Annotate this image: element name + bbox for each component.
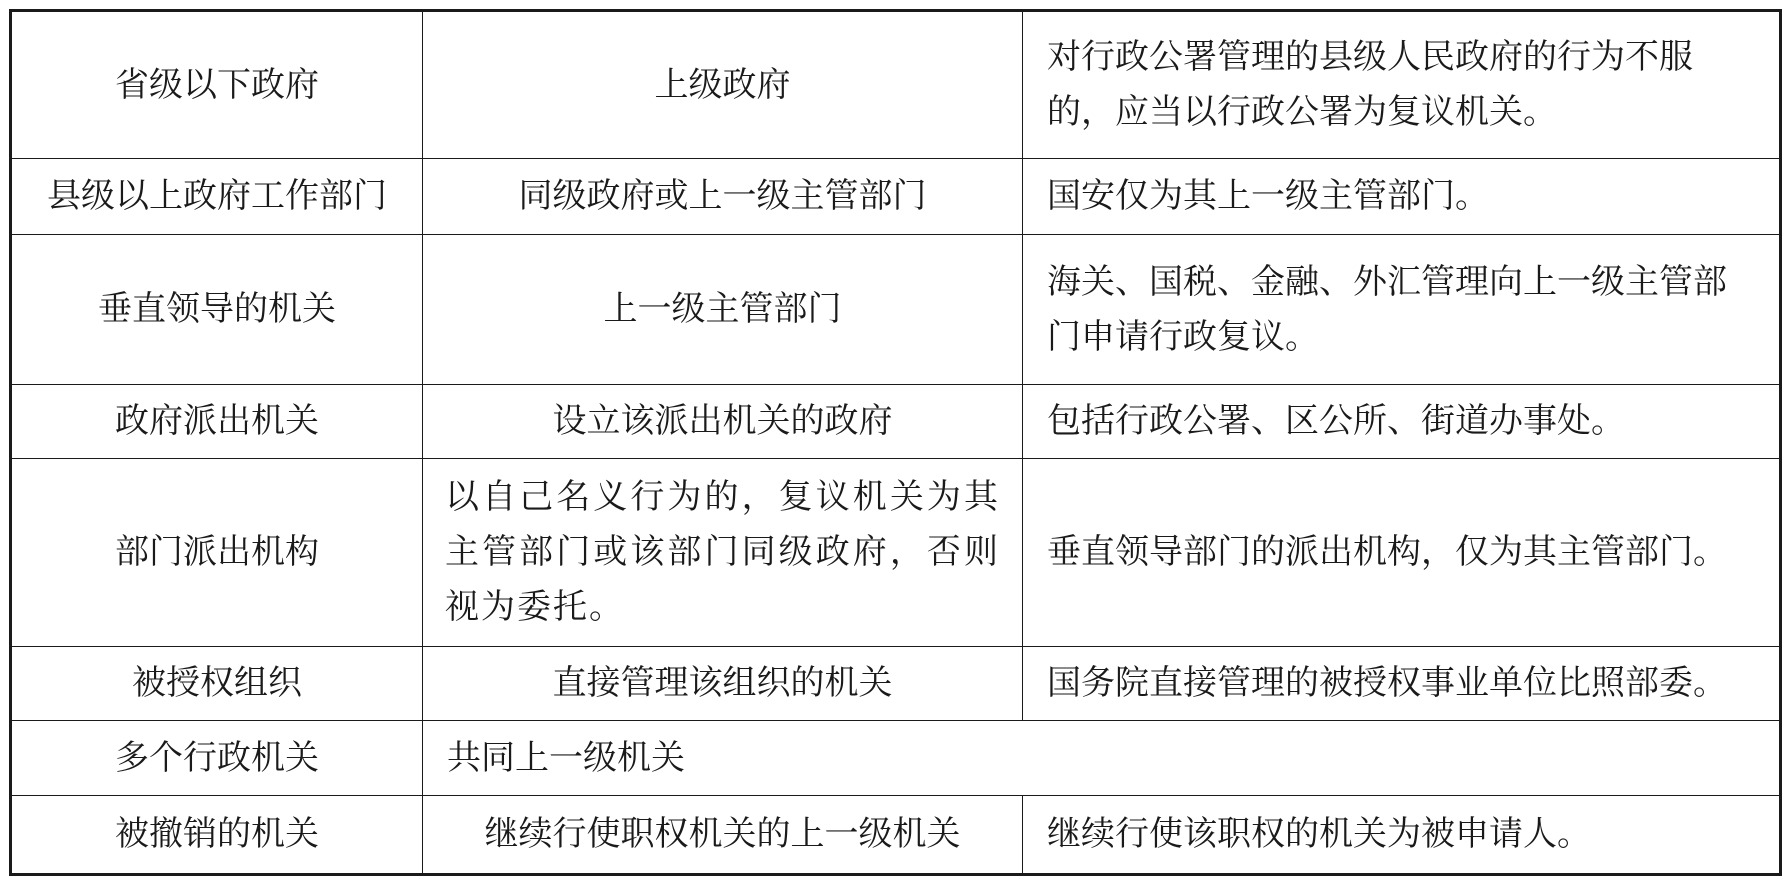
authority-cell: 以自己名义行为的，复议机关为其主管部门或该部门同级政府，否则视为委托。 [423, 459, 1023, 647]
subject-cell: 多个行政机关 [11, 721, 423, 796]
note-cell: 海关、国税、金融、外汇管理向上一级主管部门申请行政复议。 [1023, 235, 1781, 385]
subject-cell: 被授权组织 [11, 647, 423, 721]
subject-cell: 省级以下政府 [11, 11, 423, 159]
table-row [11, 647, 1781, 721]
authority-cell: 设立该派出机关的政府 [423, 385, 1023, 459]
table-row [11, 11, 1781, 159]
note-cell: 继续行使该职权的机关为被申请人。 [1023, 796, 1781, 875]
authority-cell: 上级政府 [423, 11, 1023, 159]
table-row [11, 459, 1781, 647]
table-row [11, 235, 1781, 385]
subject-cell: 部门派出机构 [11, 459, 423, 647]
authority-cell: 直接管理该组织的机关 [423, 647, 1023, 721]
subject-cell: 县级以上政府工作部门 [11, 159, 423, 235]
subject-cell: 政府派出机关 [11, 385, 423, 459]
subject-cell: 垂直领导的机关 [11, 235, 423, 385]
review-authority-table [9, 9, 1782, 876]
note-cell: 包括行政公署、区公所、街道办事处。 [1023, 385, 1781, 459]
authority-cell: 共同上一级机关 [423, 721, 1781, 796]
review-authority-table-container [9, 9, 1779, 873]
table-row [11, 159, 1781, 235]
authority-cell: 继续行使职权机关的上一级机关 [423, 796, 1023, 875]
note-cell: 国务院直接管理的被授权事业单位比照部委。 [1023, 647, 1781, 721]
authority-cell: 上一级主管部门 [423, 235, 1023, 385]
table-row [11, 385, 1781, 459]
note-cell: 国安仅为其上一级主管部门。 [1023, 159, 1781, 235]
note-cell: 对行政公署管理的县级人民政府的行为不服的，应当以行政公署为复议机关。 [1023, 11, 1781, 159]
authority-cell: 同级政府或上一级主管部门 [423, 159, 1023, 235]
subject-cell: 被撤销的机关 [11, 796, 423, 875]
table-row [11, 796, 1781, 875]
table-row [11, 721, 1781, 796]
note-cell: 垂直领导部门的派出机构，仅为其主管部门。 [1023, 459, 1781, 647]
